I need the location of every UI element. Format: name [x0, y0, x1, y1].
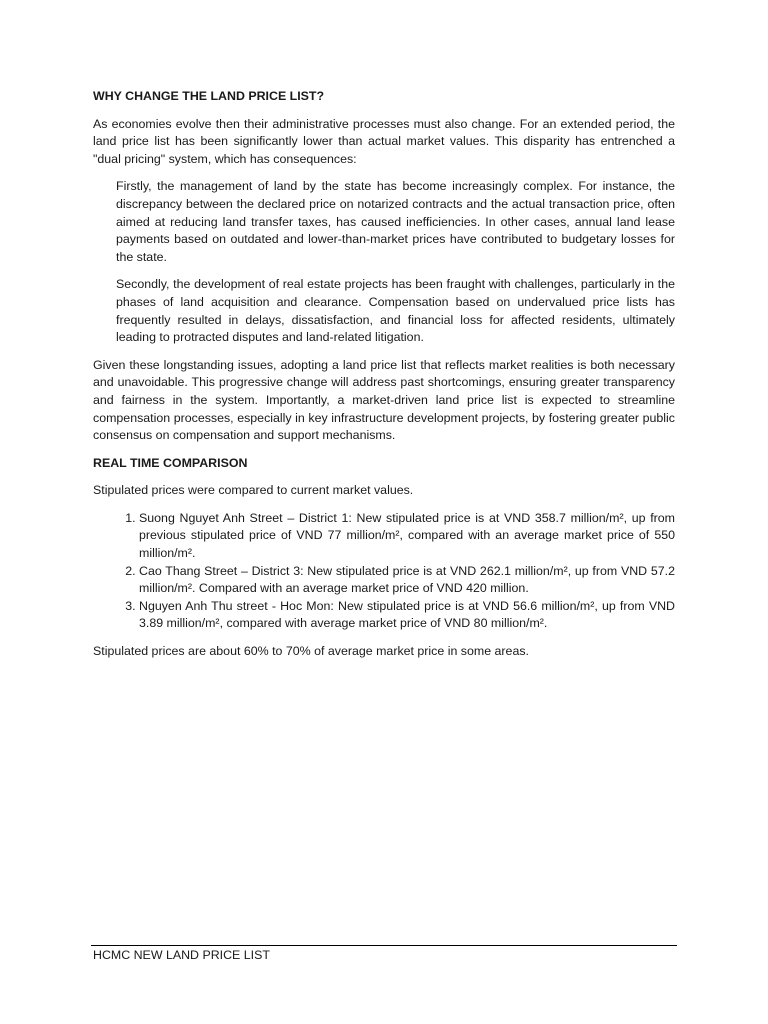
comparison-list	[93, 510, 675, 633]
document-body	[93, 88, 675, 671]
section-heading-real-time-comparison: REAL TIME COMPARISON	[93, 455, 248, 470]
list-item: 3. Nguyen Anh Thu street - Hoc Mon: New stipulated price is at VND 56.6 million/m², up from VND 3.89 million/m², compared with average market price of VND 80 million/m².	[139, 598, 675, 633]
footer-divider	[91, 945, 677, 946]
footer-title: HCMC NEW LAND PRICE LIST	[93, 948, 270, 962]
comparison-summary: Stipulated prices are about 60% to 70% of average market price in some areas.	[93, 644, 529, 659]
intro-paragraph: As economies evolve then their administrative processes must also change. For an extended period, the land price list has been significantly lower than actual market values. This disparity has entrenched a "dual pricing" system, which has consequences:	[93, 116, 675, 166]
conclusion-paragraph: Given these longstanding issues, adopting a land price list that reflects market realities is both necessary and unavoidable. This progressive change will address past shortcomings, ensuring greater transparency and fairness in the system. Importantly, a market-driven land price list is expected to streamline compensation processes, especially in key infrastructure development projects, by fostering greater public consensus on compensation and support mechanisms.	[93, 357, 675, 443]
list-item: 1. Suong Nguyet Anh Street – District 1: New stipulated price is at VND 358.7 million/m², up from previous stipulated price of VND 77 million/m², compared with an average market price of 550 million/m².	[139, 510, 675, 563]
section-heading-why-change: WHY CHANGE THE LAND PRICE LIST?	[93, 89, 325, 103]
point-secondly-paragraph: Secondly, the development of real estate projects has been fraught with challenges, particularly in the phases of land acquisition and clearance. Compensation based on undervalued price lists has frequently resulted in delays, dissatisfaction, and financial loss for affected residents, ultimately leading to protracted disputes and land-related litigation.	[116, 277, 675, 345]
point-firstly-paragraph: Firstly, the management of land by the state has become increasingly complex. For instance, the discrepancy between the declared price on notarized contracts and the actual transaction price, often aimed at reducing land transfer taxes, has caused inefficiencies. In other cases, annual land lease payments based on outdated and lower-than-market prices have contributed to budgetary losses for the state.	[116, 179, 675, 264]
list-item: 2. Cao Thang Street – District 3: New stipulated price is at VND 262.1 million/m², up from VND 57.2 million/m². Compared with an average market price of VND 420 million.	[139, 563, 675, 598]
comparison-intro: Stipulated prices were compared to current market values.	[93, 483, 414, 498]
